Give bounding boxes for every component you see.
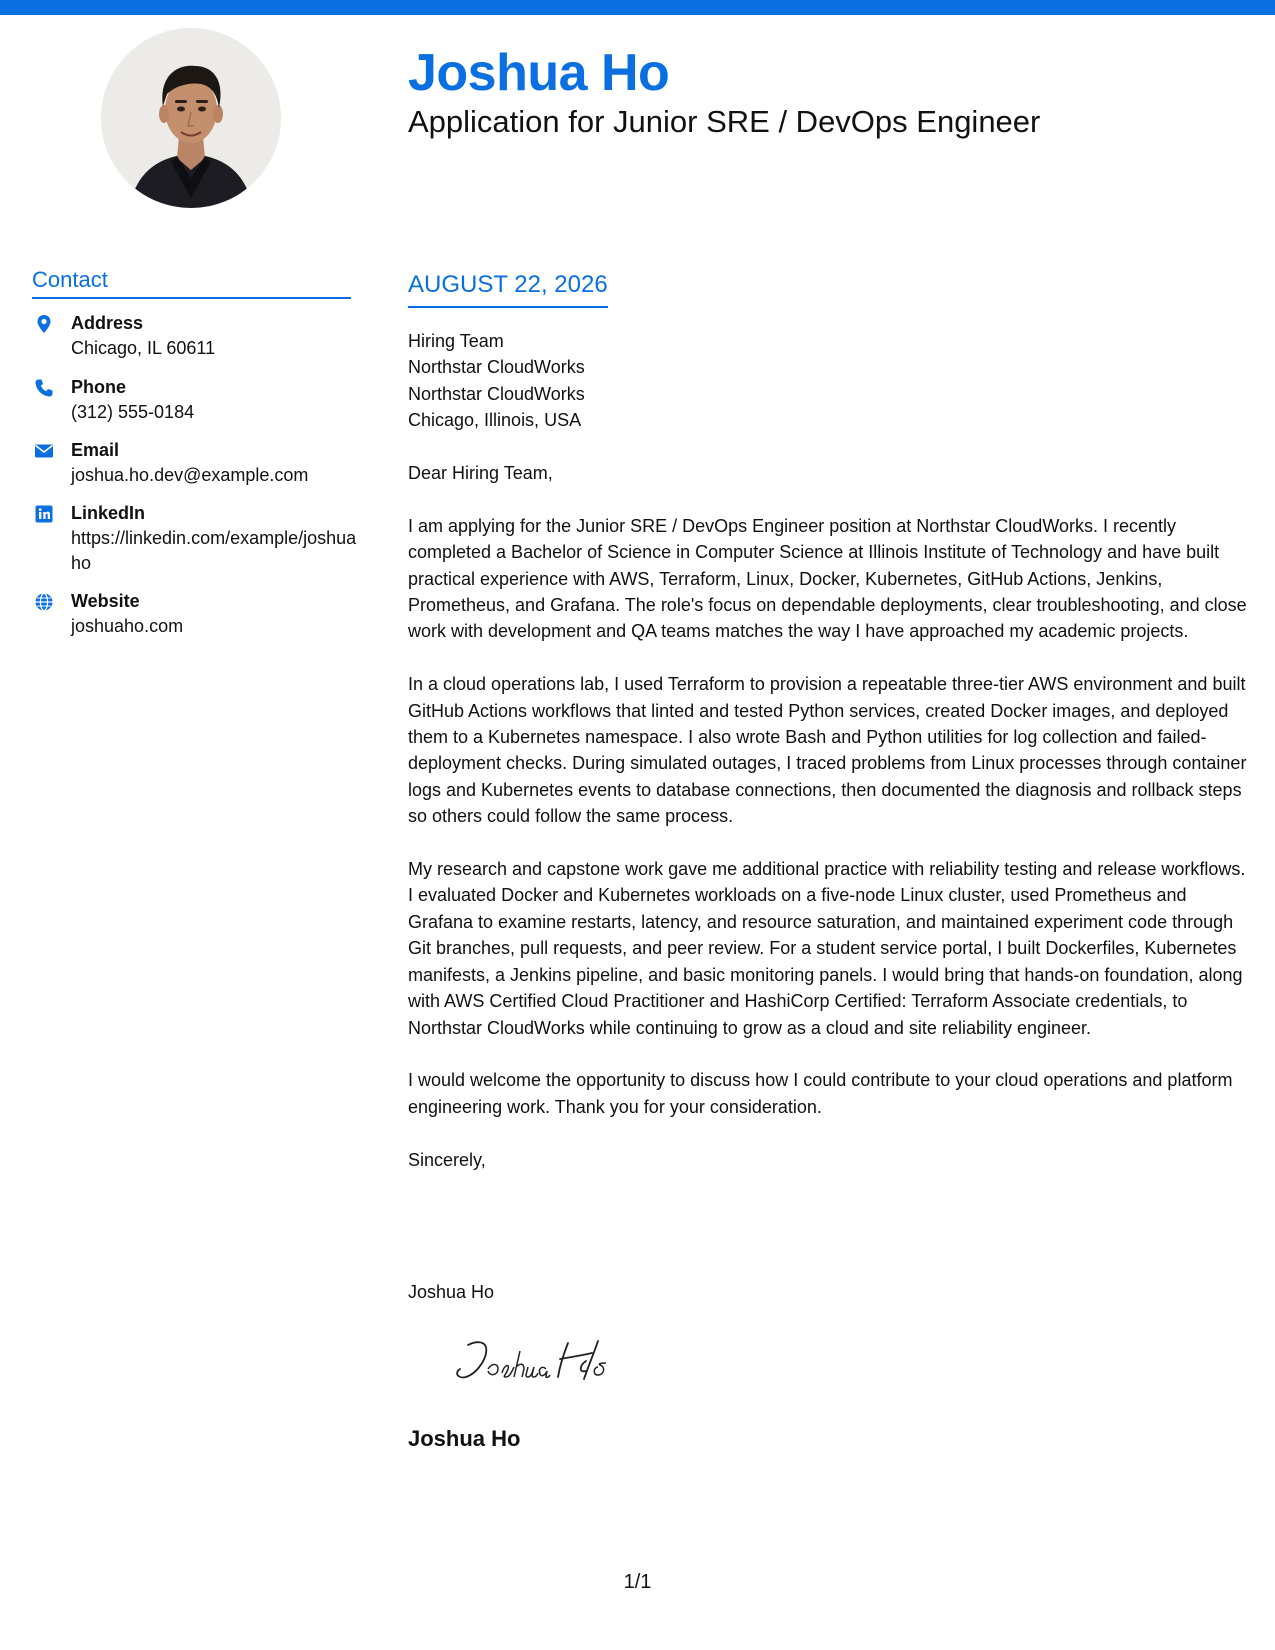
contact-label: Website: [71, 591, 140, 611]
contact-section-title: Contact: [32, 266, 351, 299]
applicant-name: Joshua Ho: [408, 44, 670, 102]
profile-photo: [101, 28, 281, 208]
top-accent-bar: [0, 0, 1275, 15]
contact-label: Address: [71, 313, 144, 333]
body-paragraph: In a cloud operations lab, I used Terraform to provision a repeatable three-tier AWS environment and built GitHub Actions workflows that linted and tested Python services, created Docker images, and deployed them to a Kubernetes namespace. I also wrote Bash and Python utilities for log collection and failed-deployment checks. During simulated outages, I traced problems from Linux processes through container logs and Kubernetes events to database connections, then documented the diagnosis and rollback steps so others could follow the same process.: [408, 674, 1247, 827]
contact-value: joshuaho.com: [71, 616, 184, 636]
contact-value: https://linkedin.com/example/joshuaho: [71, 528, 357, 573]
printed-name: Joshua Ho: [408, 1426, 521, 1451]
phone-icon: [34, 378, 54, 398]
body-paragraph: My research and capstone work gave me additional practice with reliability testing and release workflows. I evaluated Docker and Kubernetes workloads on a five-node Linux cluster, used Prometheus and Grafana to examine restarts, latency, and resource saturation, and maintained experiment code through Git branches, pull requests, and peer review. For a student service portal, I built Dockerfiles, Kubernetes manifests, a Jenkins pipeline, and basic monitoring panels. I would bring that hands-on foundation, along with AWS Certified Cloud Practitioner and HashiCorp Certified: Terraform Associate credentials, to Northstar CloudWorks while continuing to grow as a cloud and site reliability engineer.: [408, 859, 1246, 1038]
envelope-icon: [34, 441, 54, 461]
linkedin-icon: [34, 504, 54, 524]
salutation: Dear Hiring Team,: [408, 463, 553, 484]
contact-label: LinkedIn: [71, 503, 146, 523]
letter-date: AUGUST 22, 2026: [408, 270, 608, 308]
handwritten-signature: [448, 1333, 648, 1389]
globe-icon: [34, 592, 54, 612]
contact-label: Email: [71, 440, 120, 460]
closing: Sincerely,: [408, 1149, 486, 1170]
application-subtitle: Application for Junior SRE / DevOps Engineer: [408, 104, 1041, 139]
contact-value: Chicago, IL 60611: [71, 338, 216, 358]
recipient-line: Northstar CloudWorks: [408, 357, 585, 378]
contact-value: joshua.ho.dev@example.com: [71, 465, 309, 485]
body-paragraph: I am applying for the Junior SRE / DevOps Engineer position at Northstar CloudWorks. I recently completed a Bachelor of Science in Computer Science at Illinois Institute of Technology and have built practical experience with AWS, Terraform, Linux, Docker, Kubernetes, GitHub Actions, Jenkins, Prometheus, and Grafana. The role's focus on dependable deployments, clear troubleshooting, and close work with development and QA teams matches the way I have approached my academic projects.: [408, 515, 1247, 642]
map-pin-icon: [34, 314, 54, 334]
letter-body: [408, 328, 1248, 1173]
signoff-name: Joshua Ho: [408, 1282, 495, 1302]
page-number: 1/1: [623, 1571, 652, 1593]
contact-label: Phone: [71, 377, 127, 397]
recipient-line: Hiring Team: [408, 331, 504, 351]
recipient-line: Chicago, Illinois, USA: [408, 410, 582, 431]
avatar: [101, 28, 281, 208]
recipient-line: Northstar CloudWorks: [408, 383, 585, 404]
contact-value: (312) 555-0184: [71, 402, 195, 422]
body-paragraph: I would welcome the opportunity to discuss how I could contribute to your cloud operations and platform engineering work. Thank you for your consideration.: [408, 1070, 1233, 1117]
